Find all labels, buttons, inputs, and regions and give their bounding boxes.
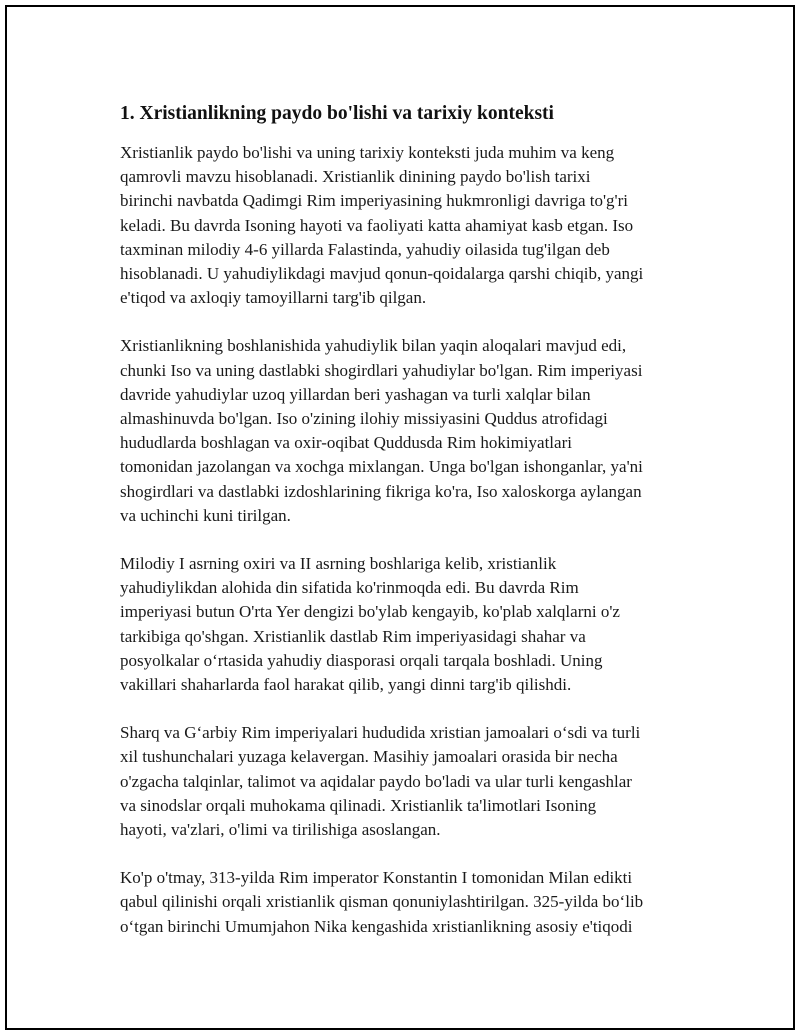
page-frame: [5, 5, 795, 1030]
paragraph-2: Xristianlikning boshlanishida yahudiylik bilan yaqin aloqalari mavjud edi, chunki Iso va uning dastlabki shogirdlari yahudiylar bo'lgan. Rim imperiyasi davride yahudiylar uzoq yillardan beri yashagan va turli xalqlar bilan almashinuvda bo'lgan. Iso o'zining ilohiy missiyasini Quddus atrofidagi hududlarda boshlagan va oxir-oqibat Quddusda Rim hokimiyatlari tomonidan jazolangan va xochga mixlangan. Unga bo'lgan ishonganlar, ya'ni shogirdlari va dastlabki izdoshlarining fikriga ko'ra, Iso xaloskorga aylangan va uchinchi kuni tirilgan.: [120, 336, 643, 525]
paragraph-5: Ko'p o'tmay, 313-yilda Rim imperator Konstantin I tomonidan Milan edikti qabul qilinishi orqali xristianlik qisman qonuniylashtirilgan. 325-yilda bo‘lib o‘tgan birinchi Umumjahon Nika kengashida xristianlikning asosiy e'tiqodi: [120, 868, 644, 936]
document-body: [120, 101, 690, 963]
paragraph-1: Xristianlik paydo bo'lishi va uning tarixiy konteksti juda muhim va keng qamrovli mavzu hisoblanadi. Xristianlik dinining paydo bo'lish tarixi birinchi navbatda Qadimgi Rim imperiyasining hukmronligi davriga to'g'ri keladi. Bu davrda Isoning hayoti va faoliyati katta ahamiyat kasb etgan. Iso taxminan milodiy 4-6 yillarda Falastinda, yahudiy oilasida tug'ilgan deb hisoblanadi. U yahudiylikdagi mavjud qonun-qoidalarga qarshi chiqib, yangi e'tiqod va axloqiy tamoyillarni targ'ib qilgan.: [120, 143, 644, 308]
paragraph-3: Milodiy I asrning oxiri va II asrning boshlariga kelib, xristianlik yahudiylikdan alohida din sifatida ko'rinmoqda edi. Bu davrda Rim imperiyasi butun O'rta Yer dengizi bo'ylab kengayib, ko'plab xalqlarni o'z tarkibiga qo'shgan. Xristianlik dastlab Rim imperiyasidagi shahar va posyolkalar o‘rtasida yahudiy diasporasi orqali tarqala boshladi. Uning vakillari shaharlarda faol harakat qilib, yangi dinni targ'ib qilishdi.: [120, 554, 620, 695]
section-heading: 1. Xristianlikning paydo bo'lishi va tarixiy konteksti: [120, 103, 554, 124]
paragraph-4: Sharq va G‘arbiy Rim imperiyalari hududida xristian jamoalari o‘sdi va turli xil tushunchalari yuzaga kelavergan. Masihiy jamoalari orasida bir necha o'zgacha talqinlar, talimot va aqidalar paydo bo'ladi va ular turli kengashlar va sinodslar orqali muhokama qilinadi. Xristianlik ta'limotlari Isoning hayoti, va'zlari, o'limi va tirilishiga asoslangan.: [120, 723, 641, 840]
